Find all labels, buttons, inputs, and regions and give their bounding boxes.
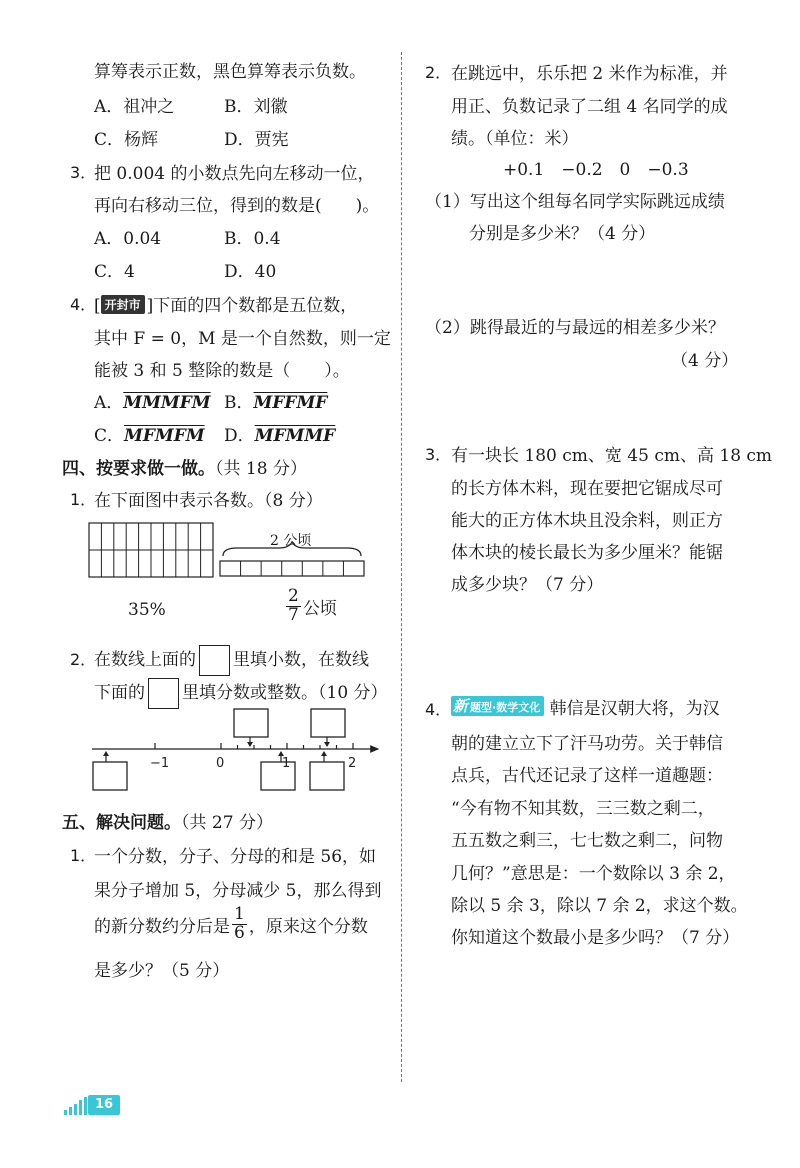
new-type-badge [451, 696, 544, 716]
question-number: 2． [425, 63, 452, 82]
question-text: 成多少块？（7 分） [451, 575, 604, 595]
region-tag: 开封市 [101, 295, 145, 314]
question-number: 2． [70, 650, 97, 669]
sub-question: 分别是多少米？（4 分） [469, 224, 656, 244]
number-line [88, 703, 388, 795]
question-text: 一个分数，分子、分母的和是 56，如 [94, 847, 377, 867]
question-number: 1． [70, 846, 97, 865]
option-b[interactable]: B．刘徽 [224, 97, 288, 117]
option-d[interactable]: D．贾宪 [224, 130, 289, 150]
question-text: 几何？”意思是：一个数除以 3 余 2， [451, 864, 736, 884]
option-label: C． [94, 426, 125, 446]
option-d[interactable]: D．40 [224, 262, 277, 282]
page-number-badge [62, 1094, 120, 1116]
q4-line1: 下面的四个数都是五位数， [153, 296, 358, 316]
q2-tail-text: 算筹表示正数，黑色算筹表示负数。 [94, 62, 366, 82]
question-text: 体木块的棱长最长为多少厘米？能锯 [451, 543, 723, 563]
text-segment: ，原来这个分数 [248, 916, 368, 937]
fraction-numerator: 1 [234, 904, 245, 924]
question-text: 把 0.004 的小数点先向左移动一位， [94, 164, 375, 184]
fraction [232, 906, 247, 943]
question-number: 3． [425, 445, 452, 464]
option-c[interactable]: C．杨辉 [94, 130, 159, 150]
question-text: 除以 5 余 3，除以 7 余 2，求这个数。 [451, 896, 748, 916]
fraction-denominator: 7 [288, 604, 299, 625]
answer-box-bottom[interactable] [93, 762, 127, 790]
question-text: 的长方体木料，现在要把它锯成尽可 [451, 479, 723, 499]
option-a[interactable]: A．0.04 [94, 229, 162, 249]
page-number: 16 [88, 1095, 120, 1115]
question-text: 用正、负数记录了二组 4 名同学的成 [451, 97, 728, 117]
sub-question-points: （4 分） [671, 351, 739, 371]
bracket-label: 2 公顷 [270, 533, 312, 549]
option-b[interactable] [224, 388, 327, 413]
question-number: 1． [70, 490, 97, 509]
bar-decoration-icon [62, 1094, 88, 1116]
unit-label: 公顷 [302, 598, 337, 619]
fraction [286, 588, 301, 625]
option-value: MFMMF [254, 426, 336, 446]
question-text [94, 906, 368, 943]
section-heading [62, 808, 273, 833]
answer-box-top[interactable] [311, 709, 345, 737]
option-c[interactable]: C．4 [94, 262, 135, 282]
question-number: 3． [70, 163, 97, 182]
option-value: MFFMF [253, 393, 328, 413]
text-segment: 的新分数约分后是 [94, 916, 230, 937]
answer-box-bottom[interactable] [310, 762, 344, 790]
fraction-label [284, 588, 337, 625]
question-text: 其中 F = 0，M 是一个自然数，则一定 [94, 329, 391, 349]
percent-label: 35% [128, 600, 166, 620]
option-label: D． [224, 426, 255, 446]
question-number: 4． [425, 700, 452, 719]
option-value: MFMFM [124, 426, 205, 446]
tick-label: 1 [282, 756, 291, 771]
question-text: 朝的建立立下了汗马功劳。关于韩信 [451, 734, 723, 754]
hectare-bar[interactable] [217, 540, 367, 580]
section-points: （共 18 分） [215, 459, 307, 479]
question-text [451, 694, 720, 719]
question-text: 在跳远中，乐乐把 2 米作为标准，并 [451, 64, 728, 84]
question-text: 点兵，古代还记录了这样一道趣题： [451, 766, 723, 786]
answer-box [199, 645, 230, 676]
question-text: 在下面图中表示各数。（8 分） [94, 491, 323, 511]
question-text: 能大的正方体木块且没余料，则正方 [451, 511, 723, 531]
question-text: 有一块长 180 cm、宽 45 cm、高 18 cm [451, 446, 773, 466]
section-title: 五、解决问题。 [62, 813, 181, 833]
badge-new: 新 [453, 697, 469, 715]
option-value: MMMFM [123, 393, 211, 413]
question-text: “今有物不知其数，三三数之剩二， [451, 799, 715, 819]
fraction-numerator: 2 [288, 586, 299, 606]
question-text: 绩。（单位：米） [451, 129, 579, 149]
sub-question: （1）写出这个组每名同学实际跳远成绩 [425, 192, 725, 212]
tick-label: −1 [150, 756, 170, 771]
question-text: 五五数之剩三，七七数之剩二，问物 [451, 831, 723, 851]
sub-question: （2）跳得最近的与最远的相差多少米？ [425, 318, 725, 338]
text-segment: 在数线上面的 [94, 650, 196, 670]
data-values: +0.1 −0.2 0 −0.3 [503, 160, 689, 180]
text-segment: 里填小数，在数线 [233, 650, 369, 670]
column-divider [401, 52, 402, 1082]
question-text [94, 645, 369, 676]
text-segment: 韩信是汉朝大将，为汉 [549, 699, 720, 719]
option-a[interactable] [94, 388, 211, 413]
question-number: 4． [70, 295, 97, 314]
option-b[interactable]: B．0.4 [224, 229, 281, 249]
question-text: 是多少？（5 分） [94, 961, 230, 981]
question-text: 再向右移动三位，得到的数是( )。 [94, 196, 380, 216]
option-d[interactable] [224, 421, 335, 446]
option-label: A． [94, 393, 124, 413]
question-text: 果分子增加 5，分母减少 5，那么得到 [94, 881, 382, 901]
text-segment: 里填分数或整数。（10 分） [182, 683, 388, 703]
text-segment: 下面的 [94, 683, 145, 703]
option-label: B． [224, 393, 254, 413]
question-text: 你知道这个数最小是多少吗？（7 分） [451, 928, 740, 948]
percent-grid[interactable] [88, 522, 214, 578]
tick-label: 2 [348, 756, 357, 771]
tick-label: 0 [216, 756, 225, 771]
option-a[interactable]: A．祖冲之 [94, 97, 175, 117]
section-heading [62, 454, 307, 479]
answer-box-top[interactable] [234, 709, 268, 737]
fraction-denominator: 6 [234, 922, 245, 943]
badge-text: 题型·数学文化 [470, 701, 541, 714]
question-text: 能被 3 和 5 整除的数是（ ）。 [94, 361, 350, 381]
option-c[interactable] [94, 421, 205, 446]
section-points: （共 27 分） [181, 813, 273, 833]
question-text: [ 开封市 ]下面的四个数都是五位数， [94, 296, 358, 316]
section-title: 四、按要求做一做。 [62, 459, 215, 479]
